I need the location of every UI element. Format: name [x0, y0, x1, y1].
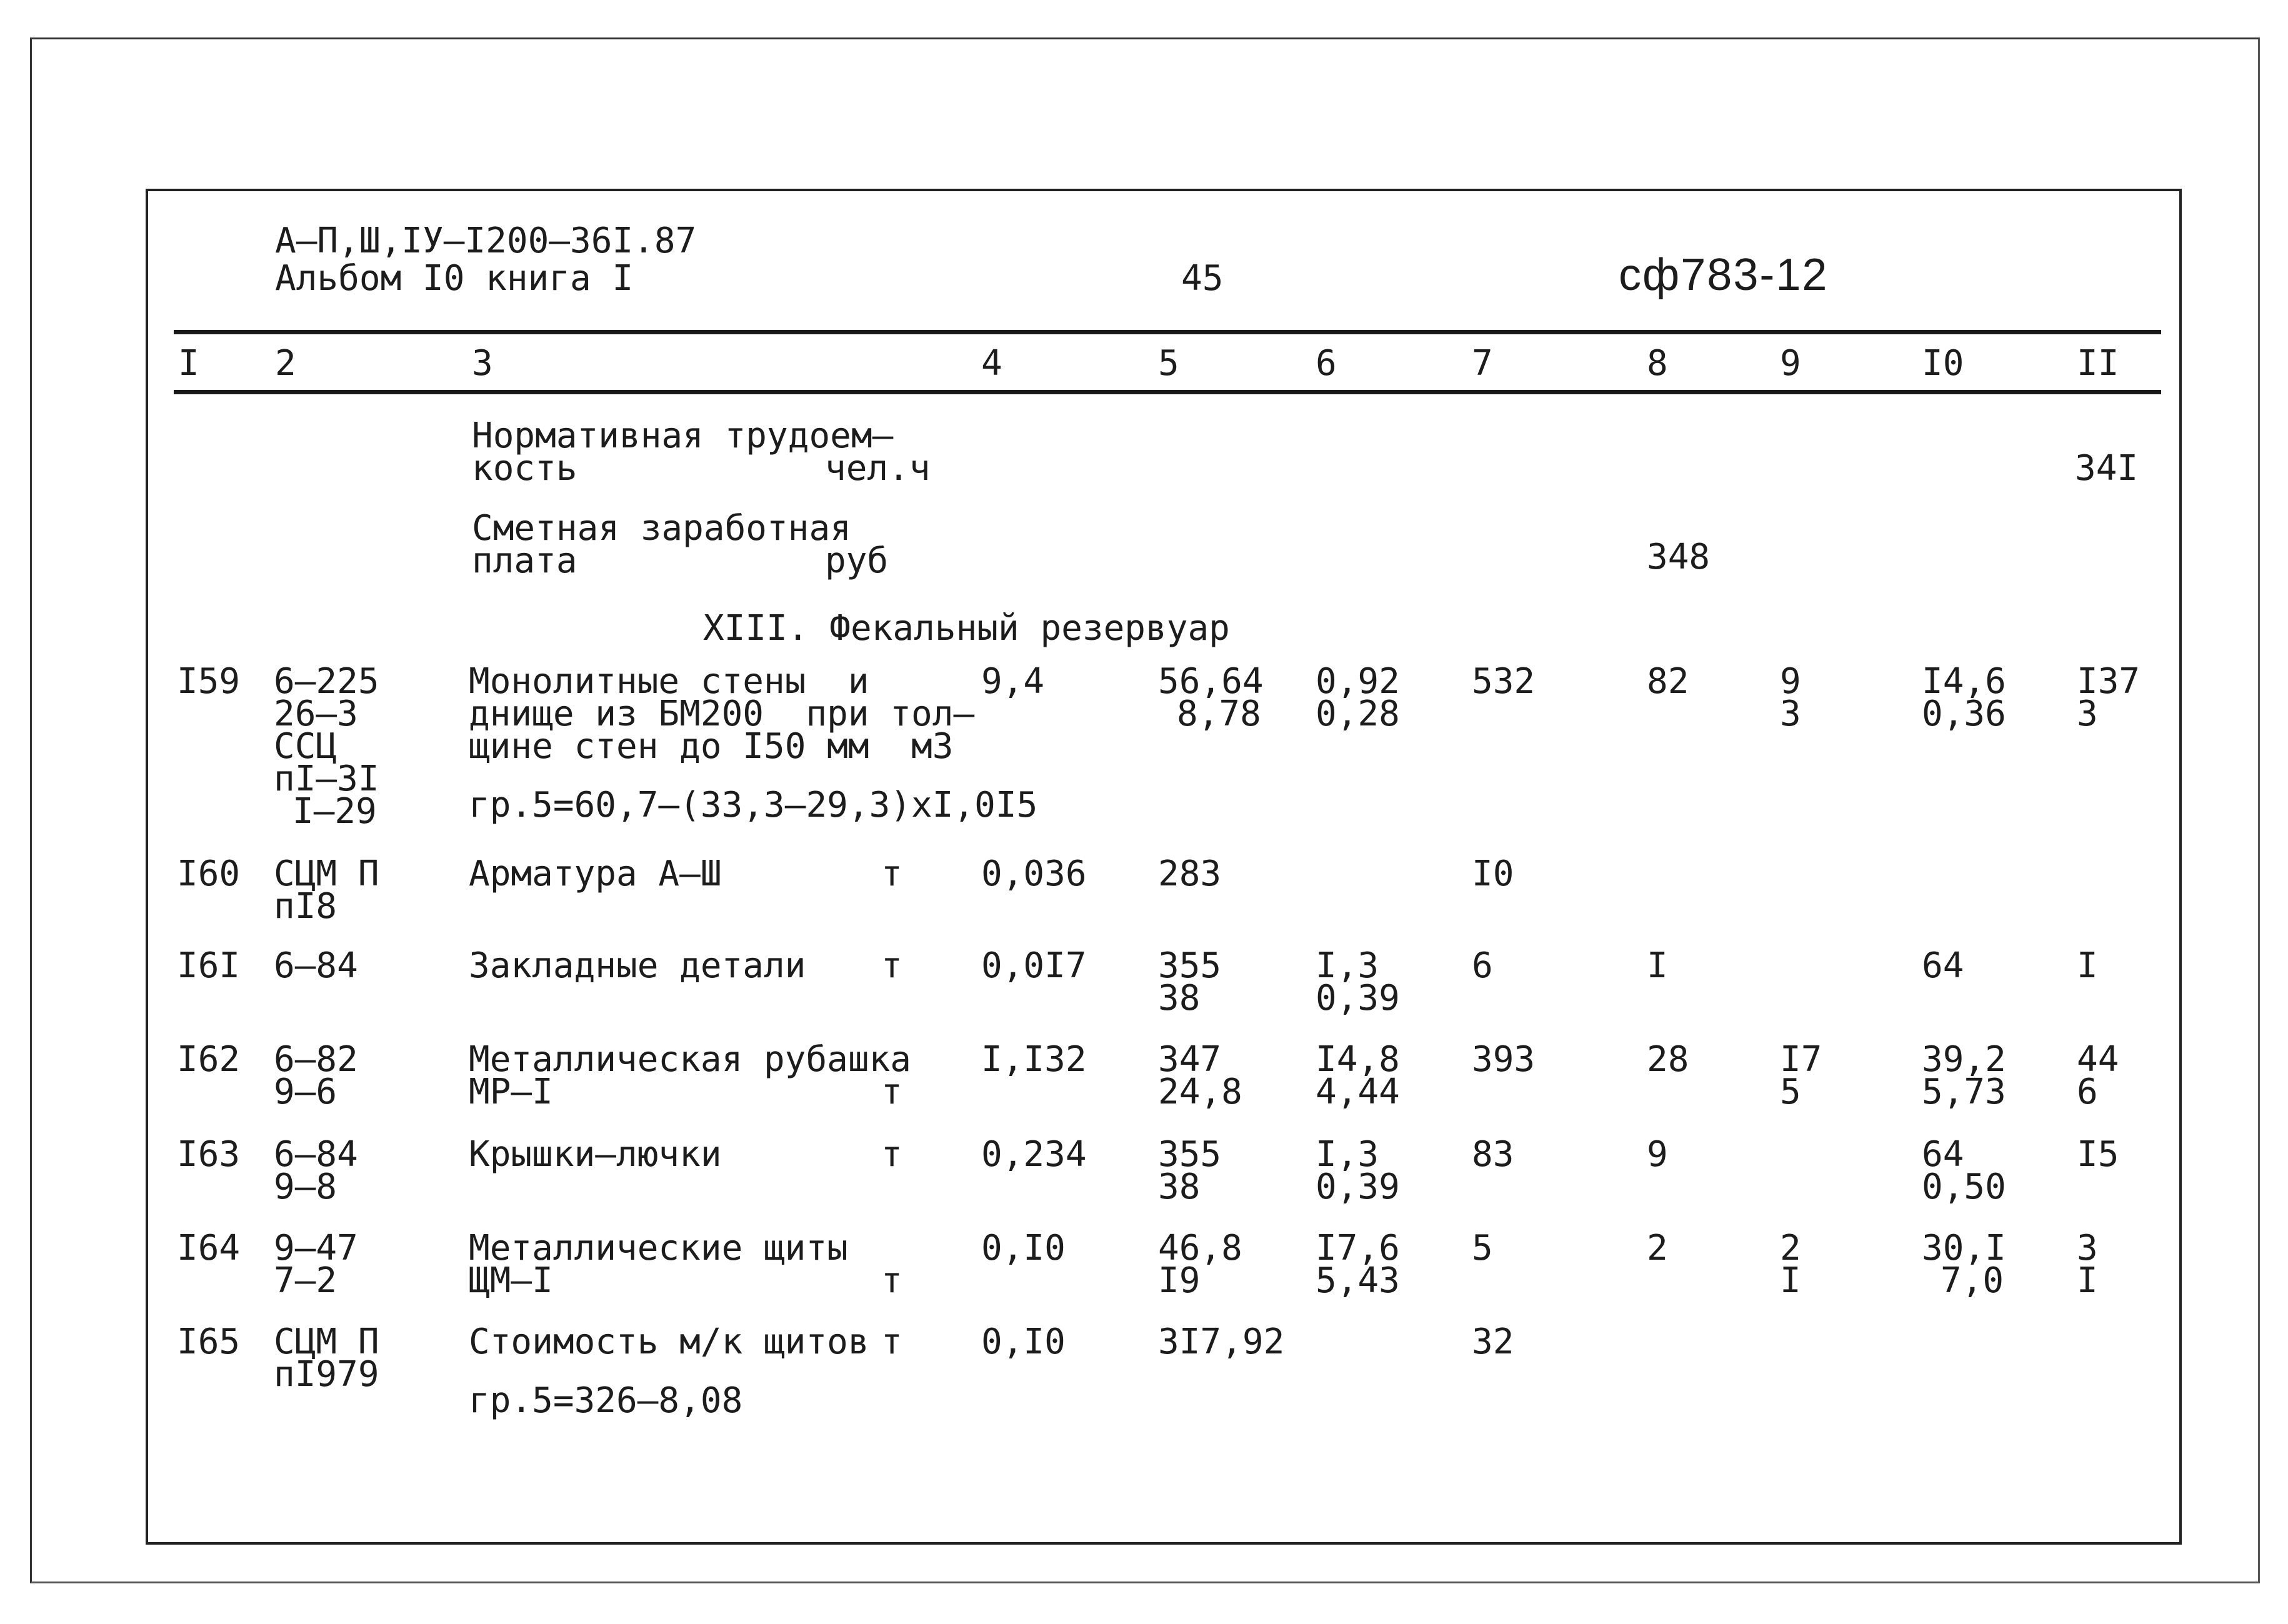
row-col7: 393	[1472, 1039, 1536, 1080]
row-col7: 83	[1472, 1134, 1514, 1175]
row-col6: I,3	[1316, 1134, 1379, 1175]
row-col9: 5	[1780, 1072, 1801, 1112]
row-col11: 3	[2077, 1228, 2098, 1268]
row-col6: I4,8	[1316, 1039, 1400, 1080]
column-header: 7	[1472, 343, 1493, 384]
row-col4: I,I32	[981, 1039, 1087, 1080]
sheet-code: сф783-12	[1619, 250, 1829, 300]
row-col5: 38	[1158, 1167, 1201, 1207]
row-formula-note: гр.5=326–8,08	[469, 1380, 743, 1421]
row-description: Металлические щиты	[469, 1228, 848, 1268]
row-col8: 2	[1647, 1228, 1668, 1268]
row-col4: 0,036	[981, 854, 1087, 894]
row-col6: I,3	[1316, 945, 1379, 986]
row-col6: 0,39	[1316, 978, 1400, 1019]
row-code: 9–47	[274, 1228, 358, 1268]
row-col5: 347	[1158, 1039, 1222, 1080]
row-code: пI979	[274, 1354, 379, 1395]
row-col9: I	[1780, 1260, 1801, 1301]
row-col5: I9	[1158, 1260, 1201, 1301]
row-code: 9–6	[274, 1072, 337, 1112]
row-number: I59	[177, 661, 241, 702]
row-code: СЦМ П	[274, 854, 379, 894]
column-header: 8	[1647, 343, 1668, 384]
wage-value: 348	[1647, 537, 1711, 577]
row-description: Арматура А–Ш	[469, 854, 722, 894]
row-col10: 0,36	[1922, 694, 2006, 734]
row-col7: I0	[1472, 854, 1514, 894]
row-col10: 64	[1922, 1134, 1964, 1175]
section-title: XIII. Фекальный резервуар	[703, 608, 1230, 649]
row-col4: 0,I0	[981, 1228, 1066, 1268]
row-code: I–29	[292, 791, 377, 832]
row-code: ССЦ	[274, 726, 337, 767]
column-header: 2	[275, 343, 296, 384]
row-col7: 532	[1472, 661, 1536, 702]
row-code: 26–3	[274, 694, 358, 734]
row-unit: т	[881, 945, 902, 986]
row-col10: 64	[1922, 945, 1964, 986]
labor-label-line1: Нормативная трудоем–	[472, 416, 894, 456]
row-col7: 32	[1472, 1322, 1514, 1362]
row-number: I63	[177, 1134, 241, 1175]
row-col10: 30,I	[1922, 1228, 2006, 1268]
row-col6: I7,6	[1316, 1228, 1400, 1268]
row-col10: 7,0	[1941, 1260, 2004, 1301]
row-description: Крышки–лючки	[469, 1134, 722, 1175]
row-col4: 9,4	[981, 661, 1045, 702]
row-col8: 9	[1647, 1134, 1668, 1175]
wage-label-line1: Сметная заработная	[472, 508, 851, 549]
row-description: днище из БМ200 при тол–	[469, 694, 975, 734]
wage-label-line2: плата	[472, 541, 577, 581]
row-col4: 0,0I7	[981, 945, 1087, 986]
row-col5: 56,64	[1158, 661, 1264, 702]
row-unit: т	[881, 1072, 902, 1112]
row-formula-note: гр.5=60,7–(33,3–29,3)хI,0I5	[469, 785, 1038, 825]
row-unit: т	[881, 854, 902, 894]
row-col4: 0,234	[981, 1134, 1087, 1175]
column-header: II	[2077, 343, 2119, 384]
row-code: пI–3I	[274, 759, 379, 799]
row-col11: I	[2077, 1260, 2098, 1301]
row-col5: 38	[1158, 978, 1201, 1019]
row-col6: 0,92	[1316, 661, 1400, 702]
header-rule-top	[174, 330, 2161, 334]
row-number: I60	[177, 854, 241, 894]
row-col6: 0,28	[1316, 694, 1400, 734]
labor-unit: чел.ч	[825, 448, 931, 489]
row-col10: 5,73	[1922, 1072, 2006, 1112]
row-number: I65	[177, 1322, 241, 1362]
row-description: Стоимость м/к щитов	[469, 1322, 869, 1362]
row-code: СЦМ П	[274, 1322, 379, 1362]
row-description: щине стен до I50 мм м3	[469, 726, 954, 767]
row-col5: 8,78	[1177, 694, 1261, 734]
row-col7: 5	[1472, 1228, 1493, 1268]
row-col10: 39,2	[1922, 1039, 2006, 1080]
row-col8: I	[1647, 945, 1668, 986]
row-col11: 6	[2077, 1072, 2098, 1112]
row-col5: 46,8	[1158, 1228, 1242, 1268]
labor-label-line2: кость	[472, 448, 577, 489]
row-code: 6–84	[274, 945, 358, 986]
column-header: 9	[1780, 343, 1801, 384]
row-col11: I	[2077, 945, 2098, 986]
row-col9: 9	[1780, 661, 1801, 702]
row-description: Монолитные стены и	[469, 661, 869, 702]
column-header: 5	[1158, 343, 1179, 384]
row-unit: т	[881, 1260, 902, 1301]
row-col6: 0,39	[1316, 1167, 1400, 1207]
row-col11: I37	[2077, 661, 2141, 702]
row-col6: 4,44	[1316, 1072, 1400, 1112]
row-description: Закладные детали	[469, 945, 806, 986]
column-header: 3	[472, 343, 493, 384]
column-header: 4	[981, 343, 1002, 384]
row-col10: I4,6	[1922, 661, 2006, 702]
row-col5: 355	[1158, 1134, 1222, 1175]
album-label: Альбом I0 книга I	[275, 258, 634, 299]
page-number: 45	[1181, 258, 1224, 299]
row-description: ЩМ–I	[469, 1260, 553, 1301]
row-col11: I5	[2077, 1134, 2119, 1175]
row-col6: 5,43	[1316, 1260, 1400, 1301]
row-col11: 44	[2077, 1039, 2119, 1080]
row-col4: 0,I0	[981, 1322, 1066, 1362]
row-col5: 355	[1158, 945, 1222, 986]
row-col7: 6	[1472, 945, 1493, 986]
row-col5: 3I7,92	[1158, 1322, 1285, 1362]
row-description: Металлическая рубашка	[469, 1039, 912, 1080]
row-col9: I7	[1780, 1039, 1822, 1080]
row-number: I6I	[177, 945, 241, 986]
row-number: I64	[177, 1228, 241, 1268]
column-header: I	[178, 343, 199, 384]
column-header: I0	[1922, 343, 1964, 384]
row-unit: т	[881, 1134, 902, 1175]
row-col10: 0,50	[1922, 1167, 2006, 1207]
row-col9: 3	[1780, 694, 1801, 734]
row-code: пI8	[274, 886, 337, 927]
wage-unit: руб	[825, 541, 889, 581]
header-rule-bottom	[174, 390, 2161, 394]
row-code: 6–225	[274, 661, 379, 702]
doc-reference: А–П,Ш,IУ–I200–36I.87	[275, 221, 697, 261]
row-col8: 82	[1647, 661, 1689, 702]
column-header: 6	[1316, 343, 1337, 384]
labor-value: 34I	[2075, 448, 2139, 489]
row-description: МР–I	[469, 1072, 553, 1112]
row-code: 9–8	[274, 1167, 337, 1207]
row-col11: 3	[2077, 694, 2098, 734]
row-col8: 28	[1647, 1039, 1689, 1080]
row-code: 6–84	[274, 1134, 358, 1175]
row-number: I62	[177, 1039, 241, 1080]
row-unit: т	[881, 1322, 902, 1362]
row-col5: 283	[1158, 854, 1222, 894]
row-code: 7–2	[274, 1260, 337, 1301]
row-col9: 2	[1780, 1228, 1801, 1268]
row-code: 6–82	[274, 1039, 358, 1080]
row-col5: 24,8	[1158, 1072, 1242, 1112]
